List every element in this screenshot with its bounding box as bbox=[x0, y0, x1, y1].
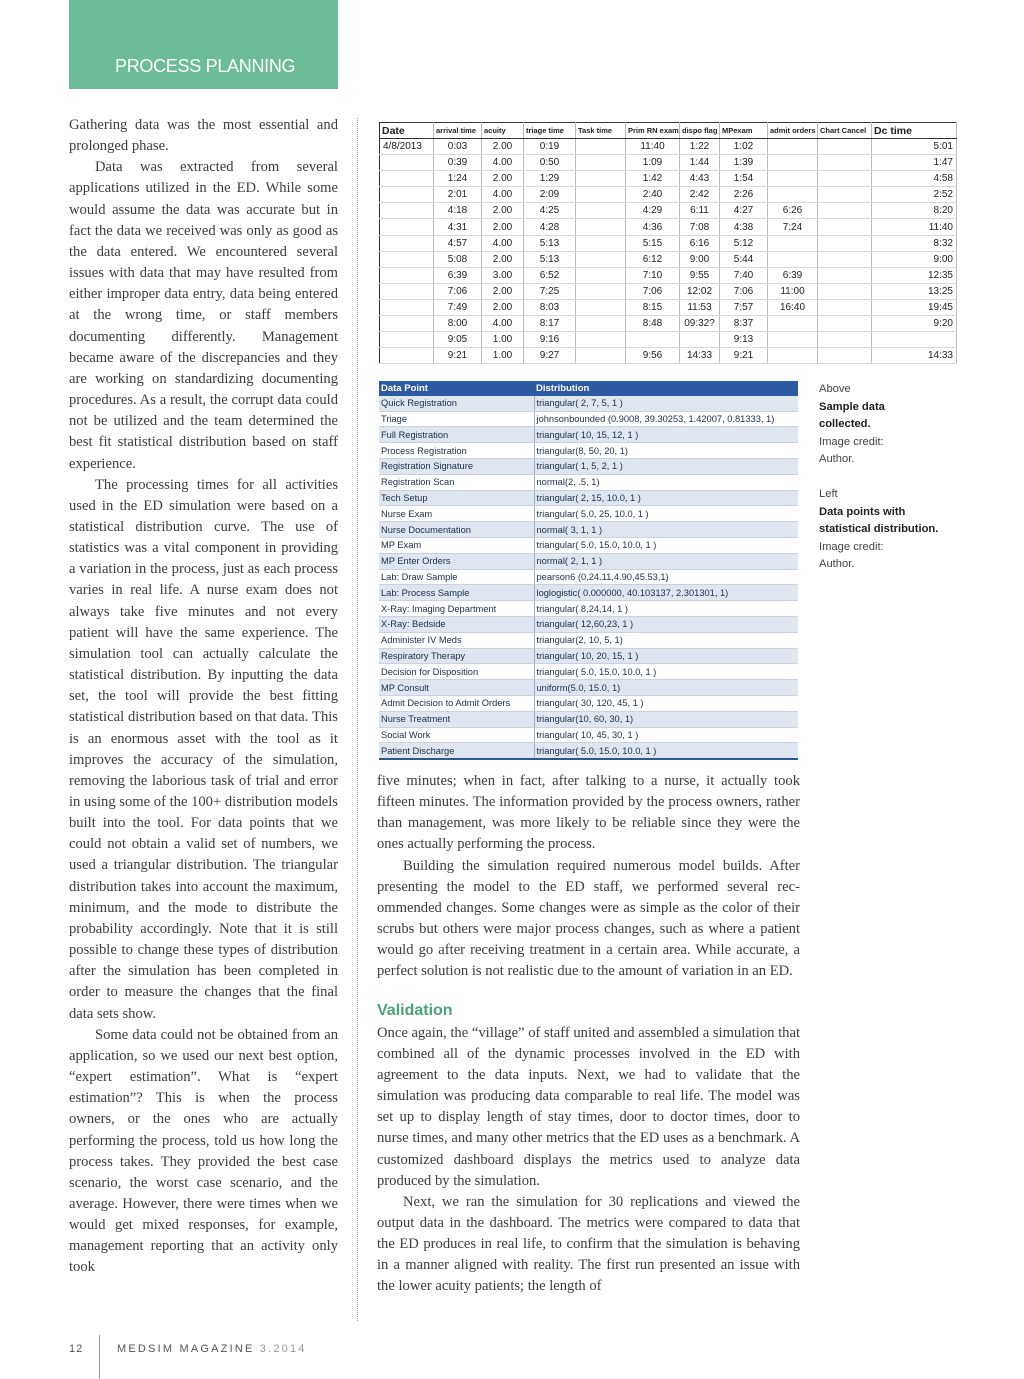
table-cell: Tech Setup bbox=[379, 490, 534, 506]
table-cell: 5:08 bbox=[434, 251, 482, 267]
table-cell: normal( 2, 1, 1 ) bbox=[534, 553, 798, 569]
paragraph: five minutes; when in fact, after talking to a nurse, it actually took fifteen minutes. The information provided by the process owners, rather than management, was more likely to be reliable since they were the ones actually performing the process. bbox=[377, 773, 800, 853]
table-cell bbox=[576, 316, 626, 332]
table-row bbox=[380, 219, 957, 235]
table-row bbox=[379, 711, 798, 727]
table-row bbox=[380, 139, 957, 155]
table-cell: 4:43 bbox=[680, 171, 720, 187]
table-cell: 9:00 bbox=[872, 251, 957, 267]
table-row bbox=[379, 680, 798, 696]
caption-title: statistical distribution. bbox=[819, 523, 939, 535]
table-header-cell: MPexam bbox=[720, 123, 768, 139]
table-cell bbox=[576, 251, 626, 267]
table-row bbox=[379, 569, 798, 585]
caption-credit: Author. bbox=[819, 558, 855, 570]
table-cell: 7:40 bbox=[720, 267, 768, 283]
table-cell: 9:56 bbox=[626, 348, 680, 364]
table-header-cell: Prim RN exam bbox=[626, 123, 680, 139]
table-header-cell: Distribution bbox=[534, 381, 798, 396]
table-row bbox=[379, 648, 798, 664]
table-cell: 7:06 bbox=[626, 283, 680, 299]
table-header-cell: Dc time bbox=[872, 123, 957, 139]
table-cell: Registration Signature bbox=[379, 458, 534, 474]
table-cell: uniform(5.0, 15.0, 1) bbox=[534, 680, 798, 696]
table-cell: 2:26 bbox=[720, 187, 768, 203]
table-cell: 2.00 bbox=[482, 203, 524, 219]
caption-position: Left bbox=[819, 488, 838, 500]
table-cell: 11:00 bbox=[768, 283, 818, 299]
table-cell bbox=[380, 203, 434, 219]
table-cell: 6:39 bbox=[434, 267, 482, 283]
table-cell bbox=[768, 332, 818, 348]
table-cell: 1:44 bbox=[680, 155, 720, 171]
table-cell: 1:54 bbox=[720, 171, 768, 187]
table-cell bbox=[768, 171, 818, 187]
table-cell: 9:13 bbox=[720, 332, 768, 348]
table-cell: 6:16 bbox=[680, 235, 720, 251]
table-cell: triangular(10, 60, 30, 1) bbox=[534, 711, 798, 727]
table-cell: 9:20 bbox=[872, 316, 957, 332]
table-row bbox=[380, 203, 957, 219]
table-cell: 0:03 bbox=[434, 139, 482, 155]
paragraph: Some data could not be obtained from an application, so we used our next best option, “expert estimation”. What is “expert estimation”? This is when the process owners, or the ones who are actually performing the process, told us how long the process takes. They provided the best case scenario, the worst case scenario, and the average. However, there were times when we would get mixed responses, for example, management reporting that an activity only took bbox=[69, 1026, 338, 1276]
table-row bbox=[379, 664, 798, 680]
table-cell: 8:37 bbox=[720, 316, 768, 332]
table-cell bbox=[818, 251, 872, 267]
table-cell: 8:20 bbox=[872, 203, 957, 219]
table-cell bbox=[818, 316, 872, 332]
table-row bbox=[379, 537, 798, 553]
table-row bbox=[379, 632, 798, 648]
table-cell: 7:25 bbox=[524, 283, 576, 299]
table-cell bbox=[768, 187, 818, 203]
table-cell: 2.00 bbox=[482, 219, 524, 235]
table-cell: normal(2, .5, 1) bbox=[534, 474, 798, 490]
table-cell bbox=[576, 332, 626, 348]
table-cell bbox=[576, 219, 626, 235]
table-row bbox=[379, 506, 798, 522]
table-cell: 4.00 bbox=[482, 316, 524, 332]
table-cell: 7:10 bbox=[626, 267, 680, 283]
table-cell: triangular( 5.0, 15.0, 10.0, 1 ) bbox=[534, 664, 798, 680]
table-cell bbox=[576, 283, 626, 299]
table-cell: 4.00 bbox=[482, 187, 524, 203]
table-row bbox=[379, 743, 798, 759]
paragraph: Data was extracted from several applications utilized in the ED. While some would assume the data was accurate but in fact the data we received was only as good as the data entered. We encountered several issues with data that may have resulted from either improper data entry, data being entered at the wrong time, or staff members documenting differently. Management became aware of the discrepancies and they are working on standardizing documenting procedures. As a result, the corrupt data could not be utilized and the team determined the best fit statistical distribution based on staff experience. bbox=[69, 159, 338, 472]
table-cell: 1.00 bbox=[482, 348, 524, 364]
table-row bbox=[380, 332, 957, 348]
table-cell: 4:38 bbox=[720, 219, 768, 235]
table-cell: 5:13 bbox=[524, 235, 576, 251]
table-cell: Triage bbox=[379, 411, 534, 427]
table-row bbox=[379, 427, 798, 443]
table-cell bbox=[768, 316, 818, 332]
table-cell: Administer IV Meds bbox=[379, 632, 534, 648]
table-cell: 0:39 bbox=[434, 155, 482, 171]
sample-data-table bbox=[379, 122, 956, 366]
table-cell: 0:19 bbox=[524, 139, 576, 155]
table-cell: 6:39 bbox=[768, 267, 818, 283]
table-cell: 8:00 bbox=[434, 316, 482, 332]
table-cell: triangular( 1, 5, 2, 1 ) bbox=[534, 458, 798, 474]
table-cell: MP Consult bbox=[379, 680, 534, 696]
table-row bbox=[379, 695, 798, 711]
table-header-cell: arrival time bbox=[434, 123, 482, 139]
table-cell: 8:15 bbox=[626, 299, 680, 315]
table-row bbox=[379, 585, 798, 601]
left-column bbox=[69, 115, 338, 1279]
table-cell: 4.00 bbox=[482, 155, 524, 171]
table-cell: 12:02 bbox=[680, 283, 720, 299]
caption-title: Sample data bbox=[819, 400, 885, 413]
table-cell: Process Registration bbox=[379, 443, 534, 459]
footer-rule bbox=[99, 1335, 100, 1379]
table-cell: 9:21 bbox=[720, 348, 768, 364]
table-cell bbox=[576, 139, 626, 155]
section-header-band bbox=[69, 0, 338, 89]
table-cell bbox=[380, 283, 434, 299]
table-cell: 2.00 bbox=[482, 283, 524, 299]
table-cell bbox=[818, 187, 872, 203]
table-cell bbox=[576, 155, 626, 171]
table-row bbox=[379, 458, 798, 474]
table-cell: 14:33 bbox=[680, 348, 720, 364]
table-cell: 1.00 bbox=[482, 332, 524, 348]
table-cell: 1:29 bbox=[524, 171, 576, 187]
table-cell bbox=[768, 348, 818, 364]
table-cell: 7:49 bbox=[434, 299, 482, 315]
table-cell bbox=[380, 267, 434, 283]
table-cell: 5:44 bbox=[720, 251, 768, 267]
table-cell: Admit Decision to Admit Orders bbox=[379, 695, 534, 711]
table-cell: 13:25 bbox=[872, 283, 957, 299]
caption-credit: Author. bbox=[819, 453, 855, 465]
caption-left bbox=[819, 486, 969, 574]
magazine-issue: 3.2014 bbox=[259, 1343, 307, 1355]
table-cell: 9:27 bbox=[524, 348, 576, 364]
table-cell: 4/8/2013 bbox=[380, 139, 434, 155]
table-row bbox=[380, 267, 957, 283]
table-cell: pearson6 (0,24.11,4.90,45.53,1) bbox=[534, 569, 798, 585]
section-title: PROCESS PLANNING bbox=[115, 56, 296, 76]
table-cell: 11:40 bbox=[872, 219, 957, 235]
table-cell bbox=[818, 203, 872, 219]
table-cell: 2:09 bbox=[524, 187, 576, 203]
section-heading: Validation bbox=[377, 1001, 453, 1019]
table-cell: triangular( 5.0, 25, 10.0, 1 ) bbox=[534, 506, 798, 522]
table-cell: 4:31 bbox=[434, 219, 482, 235]
table-row bbox=[380, 251, 957, 267]
table-row bbox=[380, 348, 957, 364]
table-cell: MP Enter Orders bbox=[379, 553, 534, 569]
table-header-cell: Date bbox=[380, 123, 434, 139]
caption-title: collected. bbox=[819, 418, 871, 430]
table-cell bbox=[818, 235, 872, 251]
table-cell: 9:05 bbox=[434, 332, 482, 348]
table-cell: 7:24 bbox=[768, 219, 818, 235]
table-cell: johnsonbounded (0.9008, 39.30253, 1.42007, 0.81333, 1) bbox=[534, 411, 798, 427]
table-cell: 4:27 bbox=[720, 203, 768, 219]
paragraph: Next, we ran the simulation for 30 replications and viewed the output data in the dashboard. The metrics were compared to data that the ED produces in real life, to confirm that the simulation is behaving in a manner aligned with reality. The first run presented an issue with the lower acuity patients; the length of bbox=[377, 1193, 800, 1295]
table-cell: 1:09 bbox=[626, 155, 680, 171]
table-row bbox=[380, 316, 957, 332]
table-cell bbox=[380, 235, 434, 251]
table-cell: Nurse Exam bbox=[379, 506, 534, 522]
table-row bbox=[379, 601, 798, 617]
table-cell: X-Ray: Imaging Department bbox=[379, 601, 534, 617]
table-cell: MP Exam bbox=[379, 537, 534, 553]
table-cell: 1:39 bbox=[720, 155, 768, 171]
table-cell bbox=[380, 251, 434, 267]
table-header-cell: dispo flag bbox=[680, 123, 720, 139]
table-cell bbox=[576, 267, 626, 283]
paragraph: Gathering data was the most essential and prolonged phase. bbox=[69, 117, 338, 155]
table-cell: triangular( 2, 7, 5, 1 ) bbox=[534, 396, 798, 411]
table-cell: 9:00 bbox=[680, 251, 720, 267]
table-cell: 4:57 bbox=[434, 235, 482, 251]
table-cell: 3.00 bbox=[482, 267, 524, 283]
table-cell bbox=[818, 283, 872, 299]
table-cell bbox=[380, 155, 434, 171]
table-cell: 7:57 bbox=[720, 299, 768, 315]
table-row bbox=[379, 616, 798, 632]
table-cell: 8:17 bbox=[524, 316, 576, 332]
distribution-table bbox=[379, 381, 798, 760]
table-row bbox=[379, 553, 798, 569]
column-divider bbox=[357, 118, 358, 1321]
table-cell: 8:48 bbox=[626, 316, 680, 332]
table-row bbox=[380, 155, 957, 171]
table-row bbox=[380, 187, 957, 203]
table-cell bbox=[818, 155, 872, 171]
table-row bbox=[379, 522, 798, 538]
table-cell bbox=[768, 139, 818, 155]
table-cell: 16:40 bbox=[768, 299, 818, 315]
table-cell: triangular( 2, 15, 10.0, 1 ) bbox=[534, 490, 798, 506]
table-row bbox=[379, 411, 798, 427]
table-cell: triangular(2, 10, 5, 1) bbox=[534, 632, 798, 648]
table-cell: 1:24 bbox=[434, 171, 482, 187]
table-cell bbox=[380, 332, 434, 348]
table-cell bbox=[576, 203, 626, 219]
table-cell bbox=[818, 219, 872, 235]
footer-magazine bbox=[117, 1343, 307, 1355]
caption-above bbox=[819, 381, 969, 469]
table-cell bbox=[380, 219, 434, 235]
table-cell bbox=[818, 139, 872, 155]
table-cell: Decision for Disposition bbox=[379, 664, 534, 680]
table-cell bbox=[818, 171, 872, 187]
table-cell: 5:15 bbox=[626, 235, 680, 251]
table-cell: 5:01 bbox=[872, 139, 957, 155]
table-row bbox=[379, 727, 798, 743]
table-header-cell: Task time bbox=[576, 123, 626, 139]
table-cell: Lab: Draw Sample bbox=[379, 569, 534, 585]
table-cell: 7:06 bbox=[434, 283, 482, 299]
table-cell: 9:21 bbox=[434, 348, 482, 364]
table-cell bbox=[768, 155, 818, 171]
paragraph: Once again, the “village” of staff united and assembled a simulation that combined all of the dynamic processes involved in the ED with agreement to the data inputs. Next, we had to validate that the simulation was producing data comparable to real life. The model was set up to display length of stay times, door to doctor times, door to nurse times, and many other metrics that the ED uses as a benchmark. A customized dashboard displays the metrics used to analyze data produced by the simulation. bbox=[377, 1024, 800, 1189]
table-cell: 6:11 bbox=[680, 203, 720, 219]
table-cell: normal( 3, 1, 1 ) bbox=[534, 522, 798, 538]
table-cell: 2.00 bbox=[482, 139, 524, 155]
table-row bbox=[379, 396, 798, 411]
table-cell bbox=[818, 267, 872, 283]
table-cell: 9:55 bbox=[680, 267, 720, 283]
table-cell bbox=[818, 332, 872, 348]
caption-title: Data points with bbox=[819, 505, 906, 518]
table-cell: 4.00 bbox=[482, 235, 524, 251]
table-cell: 7:06 bbox=[720, 283, 768, 299]
table-cell: 14:33 bbox=[872, 348, 957, 364]
table-cell bbox=[576, 299, 626, 315]
table-row bbox=[380, 299, 957, 315]
table-cell: 9:16 bbox=[524, 332, 576, 348]
table-row bbox=[379, 443, 798, 459]
table-cell: 4:36 bbox=[626, 219, 680, 235]
table-cell: 2:40 bbox=[626, 187, 680, 203]
paragraph: Building the simulation required numerous model builds. After presenting the model to the ED staff, we performed several recommended changes. Some changes were as simple as the color of their scrubs but others were major process changes, such as where a patient would go after receiving treatment in a certain area. While accurate, a perfect solution is not realistic due to the amount of variation in an ED. bbox=[377, 857, 800, 980]
table-cell: X-Ray: Bedside bbox=[379, 616, 534, 632]
table-cell: 8:32 bbox=[872, 235, 957, 251]
table-header-cell: Chart Cancel bbox=[818, 123, 872, 139]
table-cell: 4:29 bbox=[626, 203, 680, 219]
table-cell: Nurse Documentation bbox=[379, 522, 534, 538]
caption-credit: Image credit: bbox=[819, 540, 884, 553]
table-cell: Respiratory Therapy bbox=[379, 648, 534, 664]
caption-position: Above bbox=[819, 383, 851, 395]
table-cell: 4:18 bbox=[434, 203, 482, 219]
table-cell: 6:26 bbox=[768, 203, 818, 219]
table-cell: Patient Discharge bbox=[379, 743, 534, 759]
table-cell: triangular( 30, 120, 45, 1 ) bbox=[534, 695, 798, 711]
table-cell: 4:28 bbox=[524, 219, 576, 235]
table-cell bbox=[818, 348, 872, 364]
table-cell: 19:45 bbox=[872, 299, 957, 315]
table-cell: 12:35 bbox=[872, 267, 957, 283]
table-cell: triangular( 10, 45, 30, 1 ) bbox=[534, 727, 798, 743]
table-cell: triangular(8, 50, 20, 1) bbox=[534, 443, 798, 459]
table-cell bbox=[380, 299, 434, 315]
table-cell: 0:50 bbox=[524, 155, 576, 171]
table-row bbox=[379, 474, 798, 490]
table-cell bbox=[626, 332, 680, 348]
table-cell: 2:42 bbox=[680, 187, 720, 203]
table-cell: triangular( 5.0, 15.0, 10.0, 1 ) bbox=[534, 743, 798, 759]
table-cell: Full Registration bbox=[379, 427, 534, 443]
table-cell: 2.00 bbox=[482, 171, 524, 187]
table-cell: 6:12 bbox=[626, 251, 680, 267]
table-cell: 5:12 bbox=[720, 235, 768, 251]
paragraph: The processing times for all activities used in the ED simulation were based on a statistical distribution curve. The use of statistics was a vital component in providing a variation in the process, just as each process varies in real life. A nurse exam does not always take five minutes and not every patient will have the same experience. The simulation tool can actually calculate the statistical distribution. By inputting the data set, the tool will provide the best fitting statistical distribution based on that data. This is an enormous asset with the tool as it improves the accuracy of the simulation, removing the laborious task of trial and error in using some of the 100+ distribution models built into the tool. For data points that we could not obtain a valid set of numbers, we used a triangular distribution. The triangular distribution takes into account the maximum, minimum, and the mode to distribute the probability accordingly. Note that it is still possible to change these types of distribution after the simulation has been completed in order to measure the changes that the final data sets show. bbox=[69, 476, 338, 1022]
table-row bbox=[380, 283, 957, 299]
table-cell bbox=[380, 187, 434, 203]
table-cell: 4:25 bbox=[524, 203, 576, 219]
table-cell bbox=[576, 348, 626, 364]
table-cell: triangular( 5.0, 15.0, 10.0, 1 ) bbox=[534, 537, 798, 553]
table-cell: 2:01 bbox=[434, 187, 482, 203]
table-cell bbox=[818, 299, 872, 315]
table-cell: Registration Scan bbox=[379, 474, 534, 490]
table-row bbox=[380, 235, 957, 251]
table-cell bbox=[680, 332, 720, 348]
table-cell: Lab: Process Sample bbox=[379, 585, 534, 601]
right-column bbox=[377, 771, 800, 1298]
table-cell: 4:58 bbox=[872, 171, 957, 187]
table-header-cell: acuity bbox=[482, 123, 524, 139]
table-cell bbox=[872, 332, 957, 348]
table-cell: Social Work bbox=[379, 727, 534, 743]
magazine-name: MEDSIM MAGAZINE bbox=[117, 1343, 255, 1355]
table-cell bbox=[380, 348, 434, 364]
table-cell: triangular( 10, 15, 12, 1 ) bbox=[534, 427, 798, 443]
table-cell: triangular( 8,24,14, 1 ) bbox=[534, 601, 798, 617]
table-cell: Quick Registration bbox=[379, 396, 534, 411]
caption-credit: Image credit: bbox=[819, 435, 884, 448]
table-cell: 5:13 bbox=[524, 251, 576, 267]
table-cell: triangular( 10, 20, 15, 1 ) bbox=[534, 648, 798, 664]
table-cell: 6:52 bbox=[524, 267, 576, 283]
table-cell: Nurse Treatment bbox=[379, 711, 534, 727]
table-cell: 1:02 bbox=[720, 139, 768, 155]
table-cell bbox=[380, 316, 434, 332]
table-cell: triangular( 12,60,23, 1 ) bbox=[534, 616, 798, 632]
table-cell bbox=[576, 235, 626, 251]
table-cell: 09:32? bbox=[680, 316, 720, 332]
page-number: 12 bbox=[69, 1343, 84, 1355]
table-cell: 2.00 bbox=[482, 251, 524, 267]
table-cell bbox=[576, 187, 626, 203]
table-header-cell: Data Point bbox=[379, 381, 534, 396]
table-cell bbox=[768, 235, 818, 251]
table-cell: 7:08 bbox=[680, 219, 720, 235]
table-cell: loglogistic( 0.000000, 40.103137, 2.301301, 1) bbox=[534, 585, 798, 601]
table-cell: 1:22 bbox=[680, 139, 720, 155]
table-cell: 1:47 bbox=[872, 155, 957, 171]
table-cell: 2.00 bbox=[482, 299, 524, 315]
table-header-cell: triage time bbox=[524, 123, 576, 139]
table-cell bbox=[576, 171, 626, 187]
table-cell: 8:03 bbox=[524, 299, 576, 315]
table-cell bbox=[380, 171, 434, 187]
table-header-cell: admit orders bbox=[768, 123, 818, 139]
table-row bbox=[380, 171, 957, 187]
table-cell: 2:52 bbox=[872, 187, 957, 203]
table-cell: 11:53 bbox=[680, 299, 720, 315]
table-cell: 11:40 bbox=[626, 139, 680, 155]
table-cell: 1:42 bbox=[626, 171, 680, 187]
table-cell bbox=[768, 251, 818, 267]
table-row bbox=[379, 490, 798, 506]
